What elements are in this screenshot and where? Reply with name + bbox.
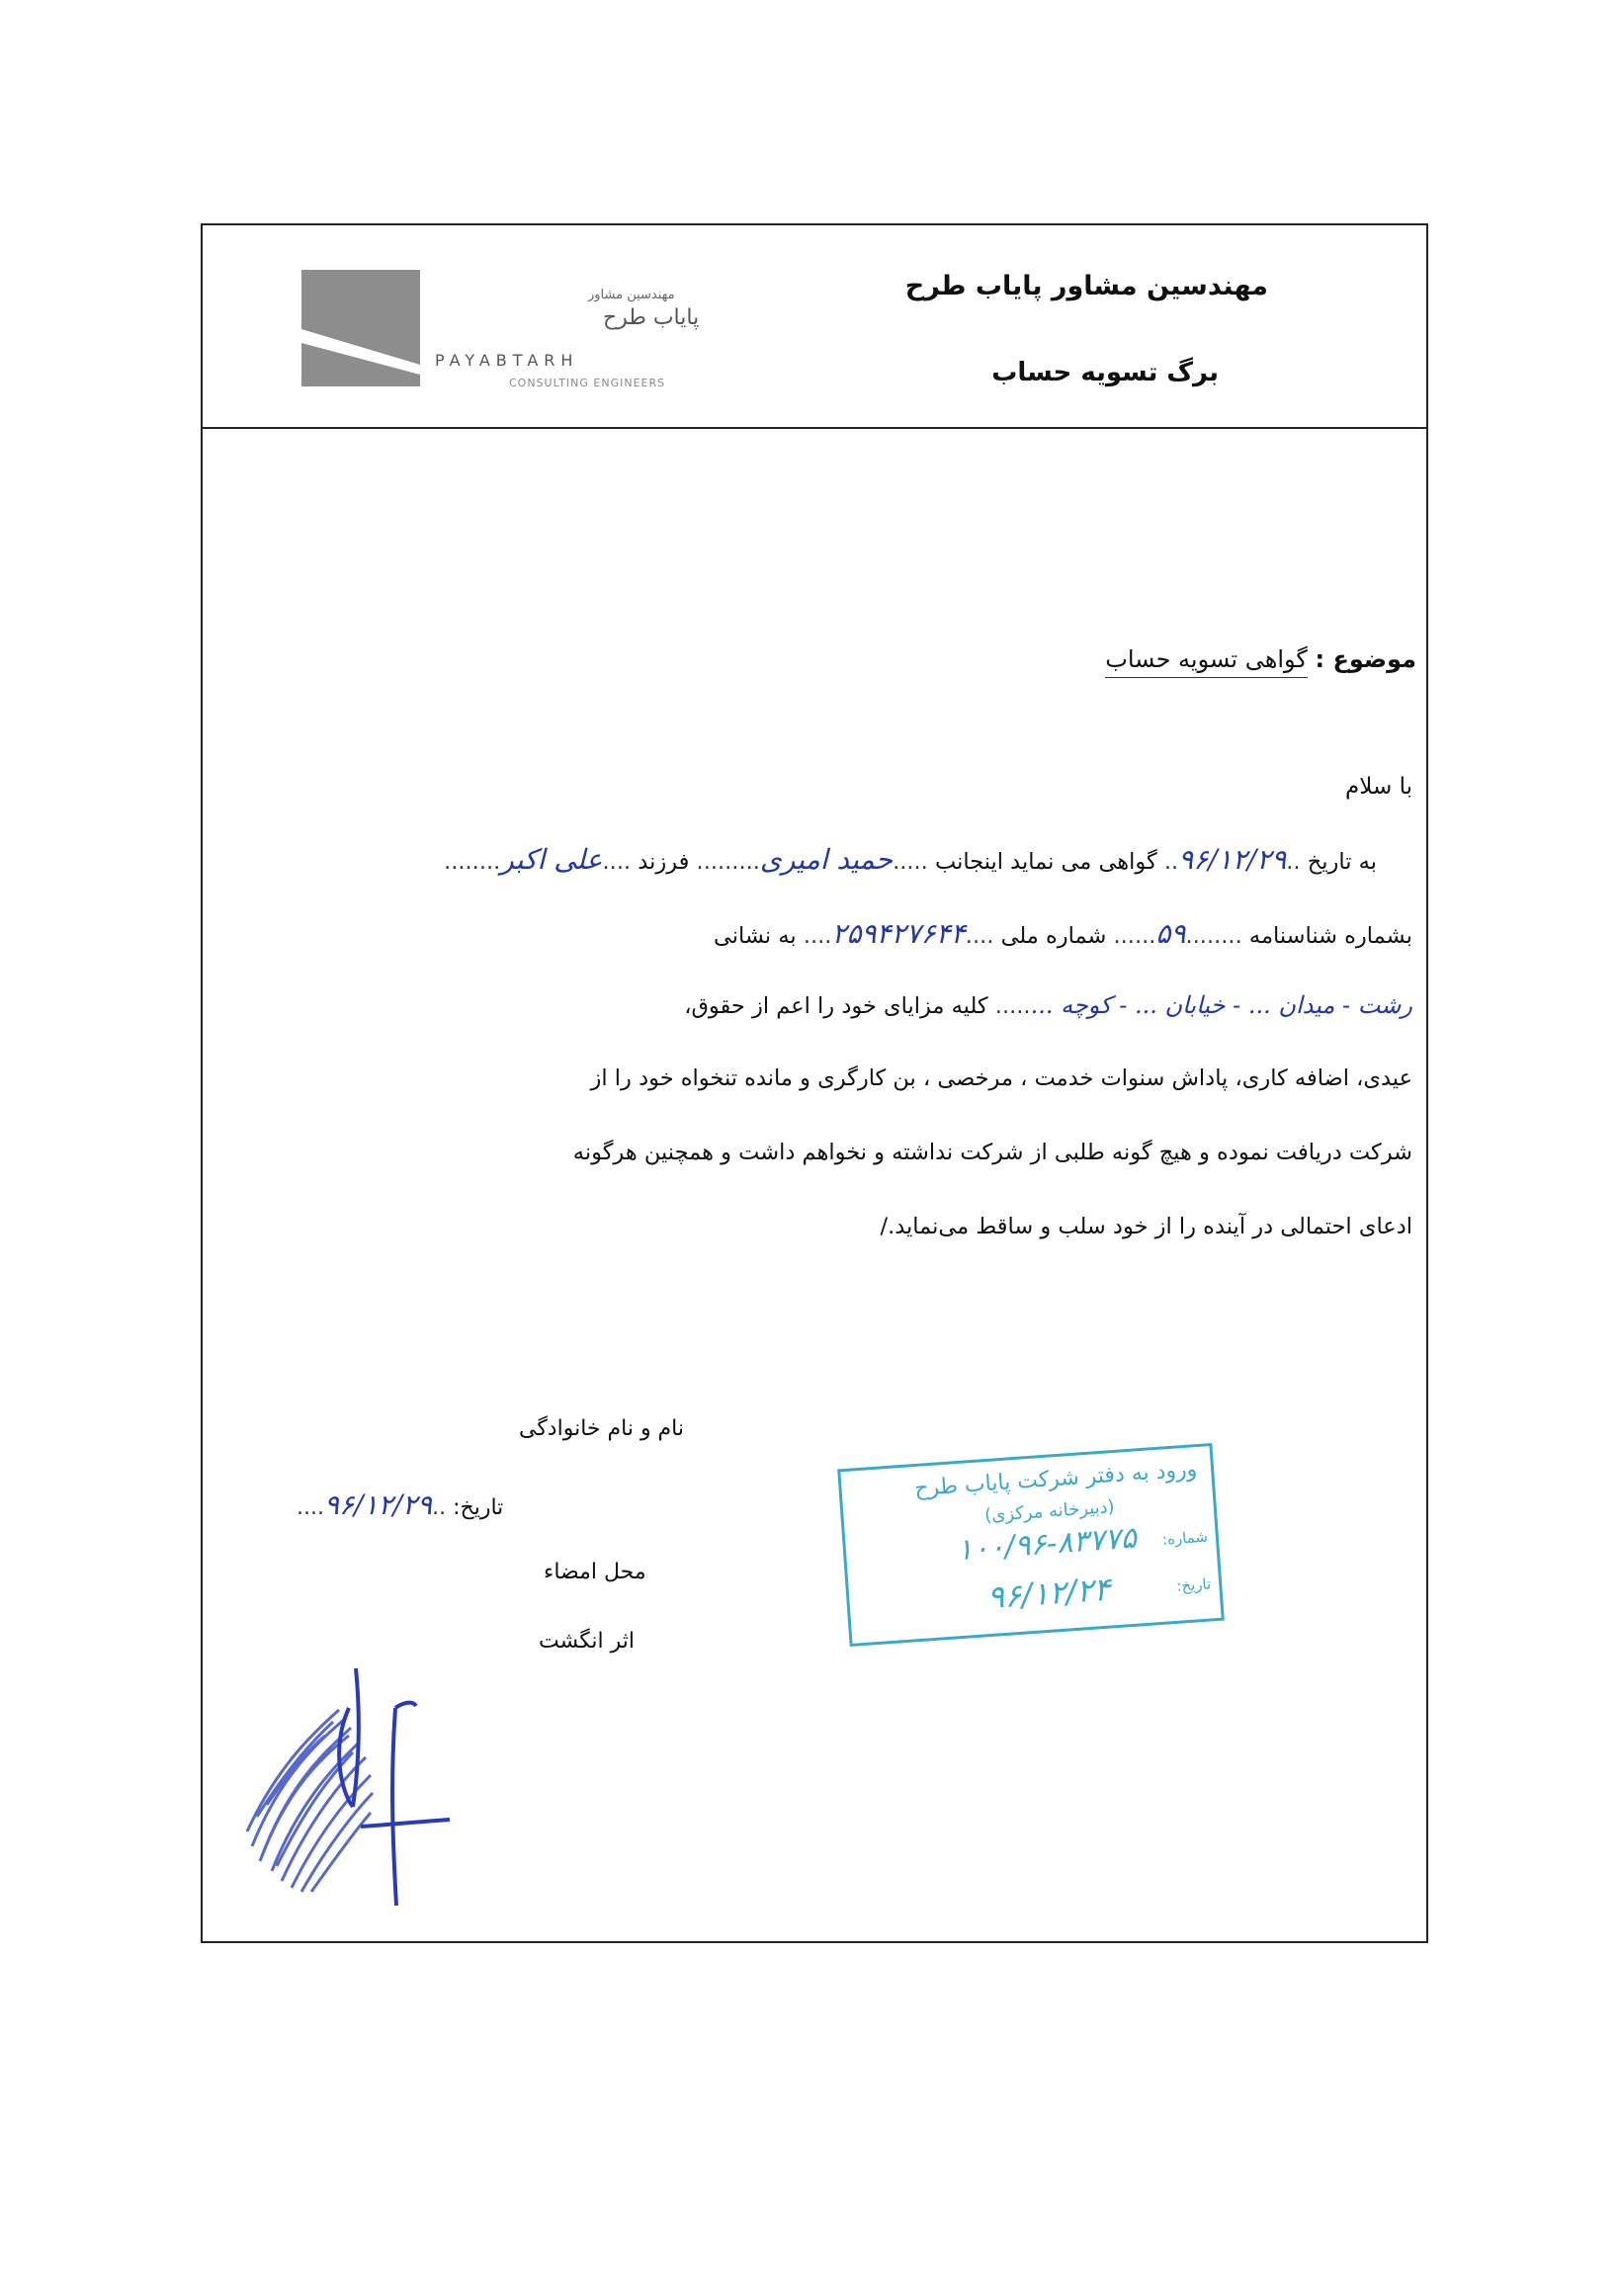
subject-line xyxy=(1105,645,1416,673)
full-name-label: نام و نام خانوادگی xyxy=(519,1416,685,1441)
national-id-label: شماره ملی xyxy=(1000,923,1107,949)
header-divider xyxy=(203,427,1426,429)
id-label: بشماره شناسنامه xyxy=(1248,923,1412,949)
certify-text: گواهی می نماید اینجانب xyxy=(934,849,1157,875)
handwritten-national-id: ۲۵۹۴۲۷۶۴۴ xyxy=(831,917,966,950)
fingerprint-label: اثر انگشت xyxy=(539,1629,635,1654)
body-line-2: بشماره شناسنامه ........۵۹...... شماره ملی ....۲۵۹۴۲۷۶۴۴.... به نشانی xyxy=(713,917,1412,950)
father-label: فرزند xyxy=(638,849,690,875)
handwritten-id-number: ۵۹ xyxy=(1155,917,1186,950)
company-name: مهندسین مشاور پایاب طرح xyxy=(904,271,1268,301)
stamp-title: ورود به دفتر شرکت پایاب طرح xyxy=(913,1457,1198,1502)
office-entry-stamp xyxy=(837,1443,1225,1647)
stamp-date-label: تاریخ: xyxy=(1175,1574,1212,1595)
logo-latin: PAYABTARH xyxy=(435,351,579,370)
benefits-text: کلیه مزایای خود را اعم از حقوق، xyxy=(684,993,988,1019)
body-line-3: رشت - میدان ... - خیابان ... - کوچه ........ کلیه مزایای خود را اعم از حقوق، xyxy=(684,991,1412,1019)
logo-subtitle: CONSULTING ENGINEERS xyxy=(509,377,666,389)
signature-date: تاریخ: ..۹۶/۱۲/۲۹.... xyxy=(297,1488,504,1521)
handwritten-signature-icon xyxy=(339,1668,450,1906)
body-line-5: شرکت دریافت نموده و هیچ گونه طلبی از شرکت نداشته و نخواهم داشت و همچنین هرگونه xyxy=(572,1140,1412,1165)
logo-persian: پایاب طرح xyxy=(603,305,700,330)
body-line-6: ادعای احتمالی در آینده را از خود سلب و ساقط می‌نماید./ xyxy=(880,1214,1412,1239)
document-frame xyxy=(201,223,1428,1943)
signature-place-label: محل امضاء xyxy=(544,1560,646,1584)
company-logo xyxy=(301,270,700,398)
stamp-subtitle: (دبیرخانه مرکزی) xyxy=(983,1496,1116,1527)
stamp-number-label: شماره: xyxy=(1161,1527,1209,1549)
logo-persian-small: مهندسین مشاور xyxy=(588,288,675,302)
handwritten-address: رشت - میدان ... - خیابان ... - کوچه ... xyxy=(1030,991,1412,1019)
address-label: به نشانی xyxy=(713,923,797,949)
subject-value: گواهی تسویه حساب xyxy=(1105,645,1308,678)
greeting: با سلام xyxy=(1345,774,1412,800)
stamp-number-value: ۱۰۰/۹۶-۸۳۷۷۵ xyxy=(955,1520,1138,1569)
form-title: برگ تسویه حساب xyxy=(991,358,1219,387)
handwritten-date: ۹۶/۱۲/۲۹ xyxy=(1178,843,1287,876)
payabtarh-logo-icon xyxy=(301,270,420,386)
signature-date-value: ۹۶/۱۲/۲۹ xyxy=(323,1488,433,1521)
handwritten-name: حمید امیری xyxy=(759,843,894,876)
date-prefix: به تاریخ xyxy=(1307,849,1377,875)
body-line-4: عیدی، اضافه کاری، پاداش سنوات خدمت ، مرخصی ، بن کارگری و مانده تنخواه خود را از xyxy=(590,1065,1412,1091)
body-line-1: به تاریخ ..۹۶/۱۲/۲۹.. گواهی می نماید اینجانب .....حمید امیری......... فرزند ....علی اکبر........ xyxy=(444,843,1377,876)
stamp-date-value: ۹۶/۱۲/۲۴ xyxy=(985,1570,1112,1617)
fingerprint-icon xyxy=(222,1658,460,1915)
handwritten-father-name: علی اکبر xyxy=(500,843,603,876)
subject-label: موضوع : xyxy=(1315,645,1416,673)
signature-date-label: تاریخ: xyxy=(453,1495,504,1520)
